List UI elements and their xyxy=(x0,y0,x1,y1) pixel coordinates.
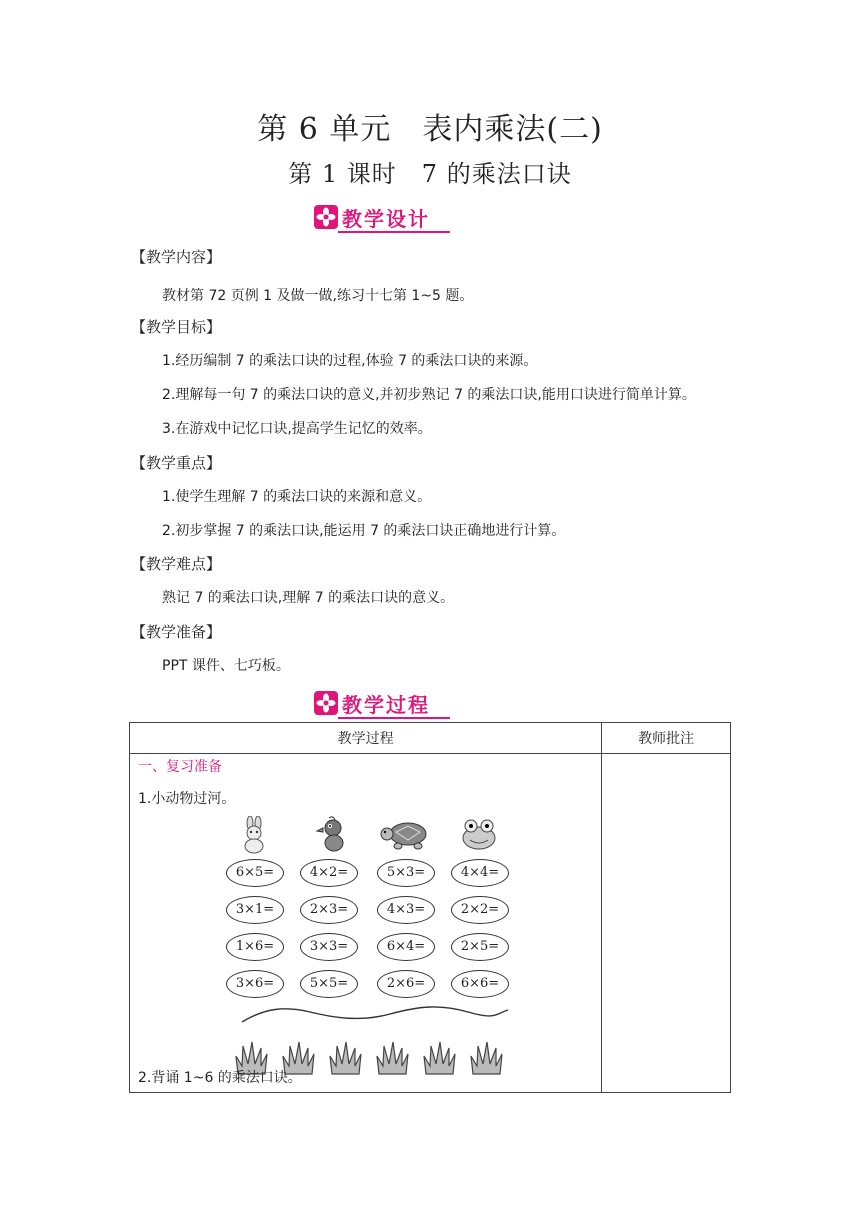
problem-oval: 1×6= xyxy=(226,933,284,961)
col-header-process: 教学过程 xyxy=(130,723,602,754)
flower-logo-icon xyxy=(314,205,338,229)
problem-oval: 2×6= xyxy=(377,970,435,998)
bird-icon xyxy=(315,816,351,854)
item-animals-crossing: 1.小动物过河。 xyxy=(138,791,236,807)
problem-oval: 3×6= xyxy=(226,970,284,998)
item-recite-tables: 2.背诵 1~6 的乘法口诀。 xyxy=(138,1070,302,1086)
section-heading-preparation: 【教学准备】 xyxy=(131,623,222,641)
section-heading-focus: 【教学重点】 xyxy=(131,454,222,472)
teaching-design-badge xyxy=(314,203,450,233)
flower-logo-icon xyxy=(314,691,338,715)
process-table xyxy=(129,722,731,1093)
problem-oval: 3×3= xyxy=(300,933,358,961)
focus-line-2: 2.初步掌握 7 的乘法口诀,能运用 7 的乘法口诀正确地进行计算。 xyxy=(162,523,566,539)
problem-oval: 6×5= xyxy=(226,859,284,887)
process-cell xyxy=(130,754,602,1093)
problem-oval: 2×3= xyxy=(300,896,358,924)
problem-oval: 4×2= xyxy=(300,859,358,887)
badge-underline xyxy=(338,231,450,233)
col-header-notes: 教师批注 xyxy=(602,723,731,754)
problem-oval: 4×3= xyxy=(377,896,435,924)
teaching-process-label: 教学过程 xyxy=(342,693,430,717)
teaching-process-badge xyxy=(314,689,450,719)
problem-oval: 6×6= xyxy=(451,970,509,998)
frog-icon xyxy=(458,816,500,852)
content-line: 教材第 72 页例 1 及做一做,练习十七第 1~5 题。 xyxy=(162,288,474,304)
page-title: 第 6 单元 表内乘法(二) xyxy=(257,112,603,147)
preparation-line: PPT 课件、七巧板。 xyxy=(162,658,290,674)
section-heading-difficulty: 【教学难点】 xyxy=(131,555,222,573)
goal-line-3: 3.在游戏中记忆口诀,提高学生记忆的效率。 xyxy=(162,421,432,437)
problem-oval: 5×5= xyxy=(300,970,358,998)
problem-oval: 4×4= xyxy=(451,859,509,887)
section-heading-content: 【教学内容】 xyxy=(131,248,222,266)
teacher-notes-cell xyxy=(602,754,731,1093)
step-title: 一、复习准备 xyxy=(138,759,222,775)
section-heading-goals: 【教学目标】 xyxy=(131,318,222,336)
problem-oval: 6×4= xyxy=(377,933,435,961)
teaching-design-label: 教学设计 xyxy=(342,207,430,231)
problem-oval: 3×1= xyxy=(226,896,284,924)
river-wave-icon xyxy=(240,1000,510,1026)
rabbit-icon xyxy=(237,816,273,854)
turtle-icon xyxy=(378,820,434,850)
problem-oval: 2×2= xyxy=(451,896,509,924)
difficulty-line: 熟记 7 的乘法口诀,理解 7 的乘法口诀的意义。 xyxy=(162,590,455,606)
problem-oval: 2×5= xyxy=(451,933,509,961)
goal-line-1: 1.经历编制 7 的乘法口诀的过程,体验 7 的乘法口诀的来源。 xyxy=(162,353,538,369)
page-subtitle: 第 1 课时 7 的乘法口诀 xyxy=(288,160,572,188)
badge-underline xyxy=(338,717,450,719)
focus-line-1: 1.使学生理解 7 的乘法口诀的来源和意义。 xyxy=(162,489,432,505)
problem-oval: 5×3= xyxy=(377,859,435,887)
goal-line-2: 2.理解每一句 7 的乘法口诀的意义,并初步熟记 7 的乘法口诀,能用口诀进行简单计算。 xyxy=(162,387,696,403)
